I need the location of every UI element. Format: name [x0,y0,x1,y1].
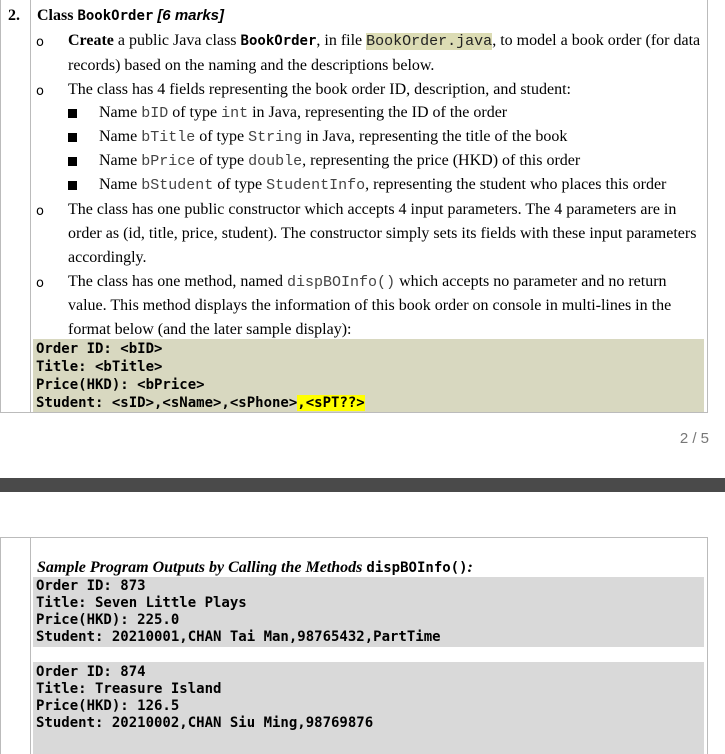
square-bullet-icon [68,133,77,142]
table-border-mid [30,0,31,413]
square-bullet-icon [68,157,77,166]
table-border-mid [30,537,31,754]
question-number: 2. [8,7,20,24]
format-line-student: Student: <sID>,<sName>,<sPhone>,<sPT??> [36,395,365,411]
bullet-2-line-1: The class has 4 fields representing the book order ID, description, and student: [68,81,571,98]
output-line: Title: Seven Little Plays [36,595,247,611]
circle-bullet-icon: o [36,84,44,99]
bullet-3-line-3: accordingly. [68,249,147,266]
sample-heading: Sample Program Outputs by Calling the Methods dispBOInfo(): [37,559,473,576]
bullet-3-line-1: The class has one public constructor which accepts 4 input parameters. The 4 parameters are in [68,201,677,218]
method-name: dispBOInfo() [287,274,396,291]
square-bullet-icon [68,181,77,190]
page-3 [0,537,708,754]
table-border-left [0,537,1,754]
table-border-top [0,537,708,538]
output-line: Price(HKD): 225.0 [36,612,180,628]
marks: [6 marks] [157,7,225,24]
highlighted-field: ,<sPT??> [297,395,365,411]
square-bullet-icon [68,109,77,118]
output-line: Student: 20210002,CHAN Siu Ming,98769876 [36,715,374,731]
field-item: Name bTitle of type String in Java, representing the title of the book [99,128,568,146]
page-indicator: 2 / 5 [679,430,709,447]
circle-bullet-icon: o [36,276,44,291]
format-line: Order ID: <bID> [36,341,163,357]
table-border-right [707,0,708,413]
question-title: Class BookOrder [6 marks] [37,7,225,24]
field-item: Name bPrice of type double, representing the price (HKD) of this order [99,152,581,170]
bullet-3-line-2: order as (id, title, price, student). The constructor simply sets its fields with these input parameters [68,225,697,242]
output-line: Order ID: 873 [36,578,146,594]
output-line: Price(HKD): 126.5 [36,698,180,714]
format-line: Price(HKD): <bPrice> [36,377,205,393]
bullet-4-line-3: format below (and the later sample display): [68,321,352,338]
bullet-4-line-1: The class has one method, named dispBOInfo() which accepts no parameter and no return [68,273,667,291]
method-name: dispBOInfo() [366,560,468,576]
circle-bullet-icon: o [36,204,44,219]
table-border-left [0,0,1,413]
bullet-1-line-1: Create a public Java class BookOrder, in file BookOrder.java, to model a book order (for data [68,32,701,50]
bullet-1-line-2: records) based on the naming and the descriptions below. [68,57,435,74]
format-line: Title: <bTitle> [36,359,163,375]
table-border-bottom [0,412,708,413]
circle-bullet-icon: o [36,35,44,50]
field-item: Name bID of type int in Java, representing the ID of the order [99,104,508,122]
page-divider [0,478,725,492]
output-line: Student: 20210001,CHAN Tai Man,98765432,PartTime [36,629,441,645]
output-line: Order ID: 874 [36,664,146,680]
table-border-right [707,537,708,754]
field-item: Name bStudent of type StudentInfo, representing the student who places this order [99,176,667,194]
class-name: BookOrder [77,8,154,24]
output-line: Title: Treasure Island [36,681,222,697]
file-name: BookOrder.java [366,33,493,50]
bullet-4-line-2: value. This method displays the information of this book order on console in multi-lines in the [68,297,672,314]
